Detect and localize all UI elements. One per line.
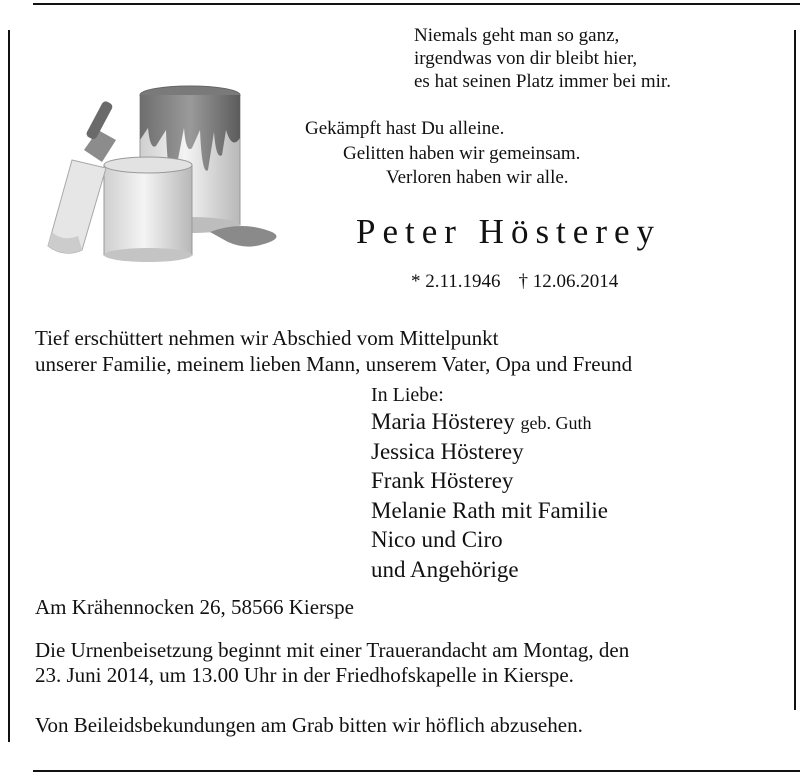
mourner-name: Melanie Rath mit Familie <box>371 498 608 523</box>
paint-cans-brush-icon <box>32 60 292 275</box>
mourners-intro: In Liebe: <box>371 384 444 406</box>
poem-line: es hat seinen Platz immer bei mir. <box>414 71 671 92</box>
verse-line: Verloren haben wir alle. <box>386 167 569 188</box>
verse-line: Gekämpft hast Du alleine. <box>305 118 505 139</box>
poem-line: Niemals geht man so ganz, <box>414 25 620 46</box>
funeral-info-line: Die Urnenbeisetzung beginnt mit einer Trauerandacht am Montag, den <box>35 638 630 662</box>
top-rule <box>33 3 800 5</box>
maiden-name-note: geb. Guth <box>520 413 592 433</box>
mourner-name: Frank Hösterey <box>371 468 514 493</box>
life-dates <box>411 272 618 291</box>
verse-line: Gelitten haben wir gemeinsam. <box>343 143 581 164</box>
closing-note: Von Beileidsbekundungen am Grab bitten wir höflich abzusehen. <box>35 713 583 737</box>
address: Am Krähennocken 26, 58566 Kierspe <box>35 595 354 619</box>
mourner-name: und Angehörige <box>371 557 519 582</box>
mourner-name: Nico und Ciro <box>371 527 503 552</box>
right-border-line <box>794 30 796 710</box>
funeral-info-line: 23. Juni 2014, um 13.00 Uhr in der Friedhofskapelle in Kierspe. <box>35 663 574 687</box>
announcement-line: unserer Familie, meinem lieben Mann, unserem Vater, Opa und Freund <box>35 352 633 376</box>
birth-date: * 2.11.1946 <box>411 271 501 292</box>
mourner-name <box>371 410 591 433</box>
announcement-line: Tief erschüttert nehmen wir Abschied vom Mittelpunkt <box>35 326 499 350</box>
mourner-name: Jessica Hösterey <box>371 439 524 464</box>
bottom-rule <box>33 770 800 772</box>
death-date: † 12.06.2014 <box>518 271 619 292</box>
mourner-first-name: Maria Hösterey <box>371 409 515 434</box>
poem-line: irgendwas von dir bleibt hier, <box>414 48 638 69</box>
left-border-line <box>8 30 10 742</box>
deceased-name: Peter Hösterey <box>356 212 662 251</box>
